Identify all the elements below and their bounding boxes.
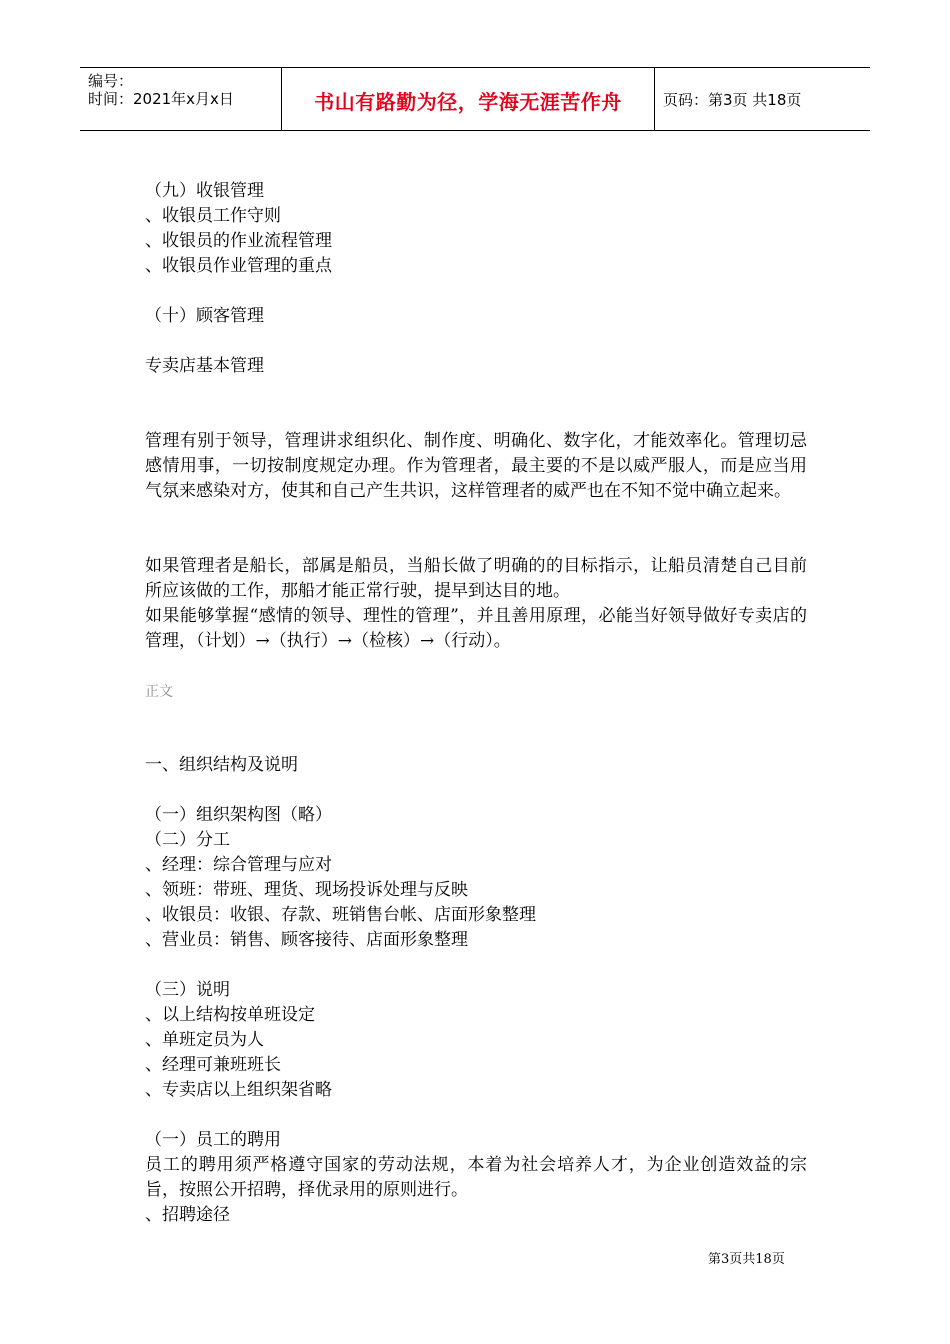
list-item: 、收银员作业管理的重点 <box>145 256 332 276</box>
paragraph-recruitment: 员工的聘用须严格遵守国家的劳动法规，本着为社会培养人才，为企业创造效益的宗旨，按照公开招聘，择优录用的原则进行。 <box>145 1155 807 1200</box>
header-meta-cell <box>80 68 280 130</box>
list-item: 、单班定员为人 <box>145 1030 264 1050</box>
paragraph-management: 管理有别于领导，管理讲求组织化、制作度、明确化、数字化，才能效率化。管理切忌感情用事，一切按制度规定办理。作为管理者，最主要的不是以威严服人，而是应当用气氛来感染对方，使其和自己产生共识，这样管理者的威严也在不知不觉中确立起来。 <box>145 431 807 501</box>
section-heading-recruitment: （一）员工的聘用 <box>145 1130 281 1150</box>
paragraph-pdca: 如果能够掌握“感情的领导、理性的管理”，并且善用原理，必能当好领导做好专卖店的管理，（计划）→（执行）→（检核）→（行动）。 <box>145 606 807 651</box>
list-item: 、经理可兼班班长 <box>145 1055 281 1075</box>
list-item: 、以上结构按单班设定 <box>145 1005 315 1025</box>
header-motto: 书山有路勤为径，学海无涯苦作舟 <box>314 90 622 114</box>
list-item: 、收银员：收银、存款、班销售台帐、店面形象整理 <box>145 905 536 925</box>
list-item: 、领班：带班、理货、现场投诉处理与反映 <box>145 880 468 900</box>
list-item: 、营业员：销售、顾客接待、店面形象整理 <box>145 930 468 950</box>
section-heading-store-management: 专卖店基本管理 <box>145 356 264 376</box>
section-heading-customer: （十）顾客管理 <box>145 306 264 326</box>
body-style-label: 正文 <box>145 684 173 700</box>
section-heading-org-chart: （一）组织架构图（略） <box>145 805 332 825</box>
section-heading-cashier: （九）收银管理 <box>145 181 264 201</box>
header-page-info: 页码：第3页 共18页 <box>663 91 802 109</box>
document-date-label: 时间：2021年x月x日 <box>88 90 234 108</box>
section-heading-explanation: （三）说明 <box>145 980 230 1000</box>
section-heading-division: （二）分工 <box>145 830 230 850</box>
list-item: 、经理：综合管理与应对 <box>145 855 332 875</box>
list-item: 、收银员工作守则 <box>145 206 281 226</box>
chapter-heading-organization: 一、组织结构及说明 <box>145 755 298 775</box>
list-item: 、招聘途径 <box>145 1205 230 1225</box>
header-table <box>80 67 870 131</box>
document-number-label: 编号： <box>88 72 134 90</box>
footer-page-number: 第3页共18页 <box>708 1252 785 1267</box>
list-item: 、收银员的作业流程管理 <box>145 231 332 251</box>
list-item: 、专卖店以上组织架省略 <box>145 1080 332 1100</box>
header-page-cell <box>655 68 870 130</box>
paragraph-captain: 如果管理者是船长，部属是船员，当船长做了明确的的目标指示，让船员清楚自己目前所应该做的工作，那船才能正常行驶，提早到达目的地。 <box>145 556 807 601</box>
header-motto-cell <box>281 68 655 130</box>
